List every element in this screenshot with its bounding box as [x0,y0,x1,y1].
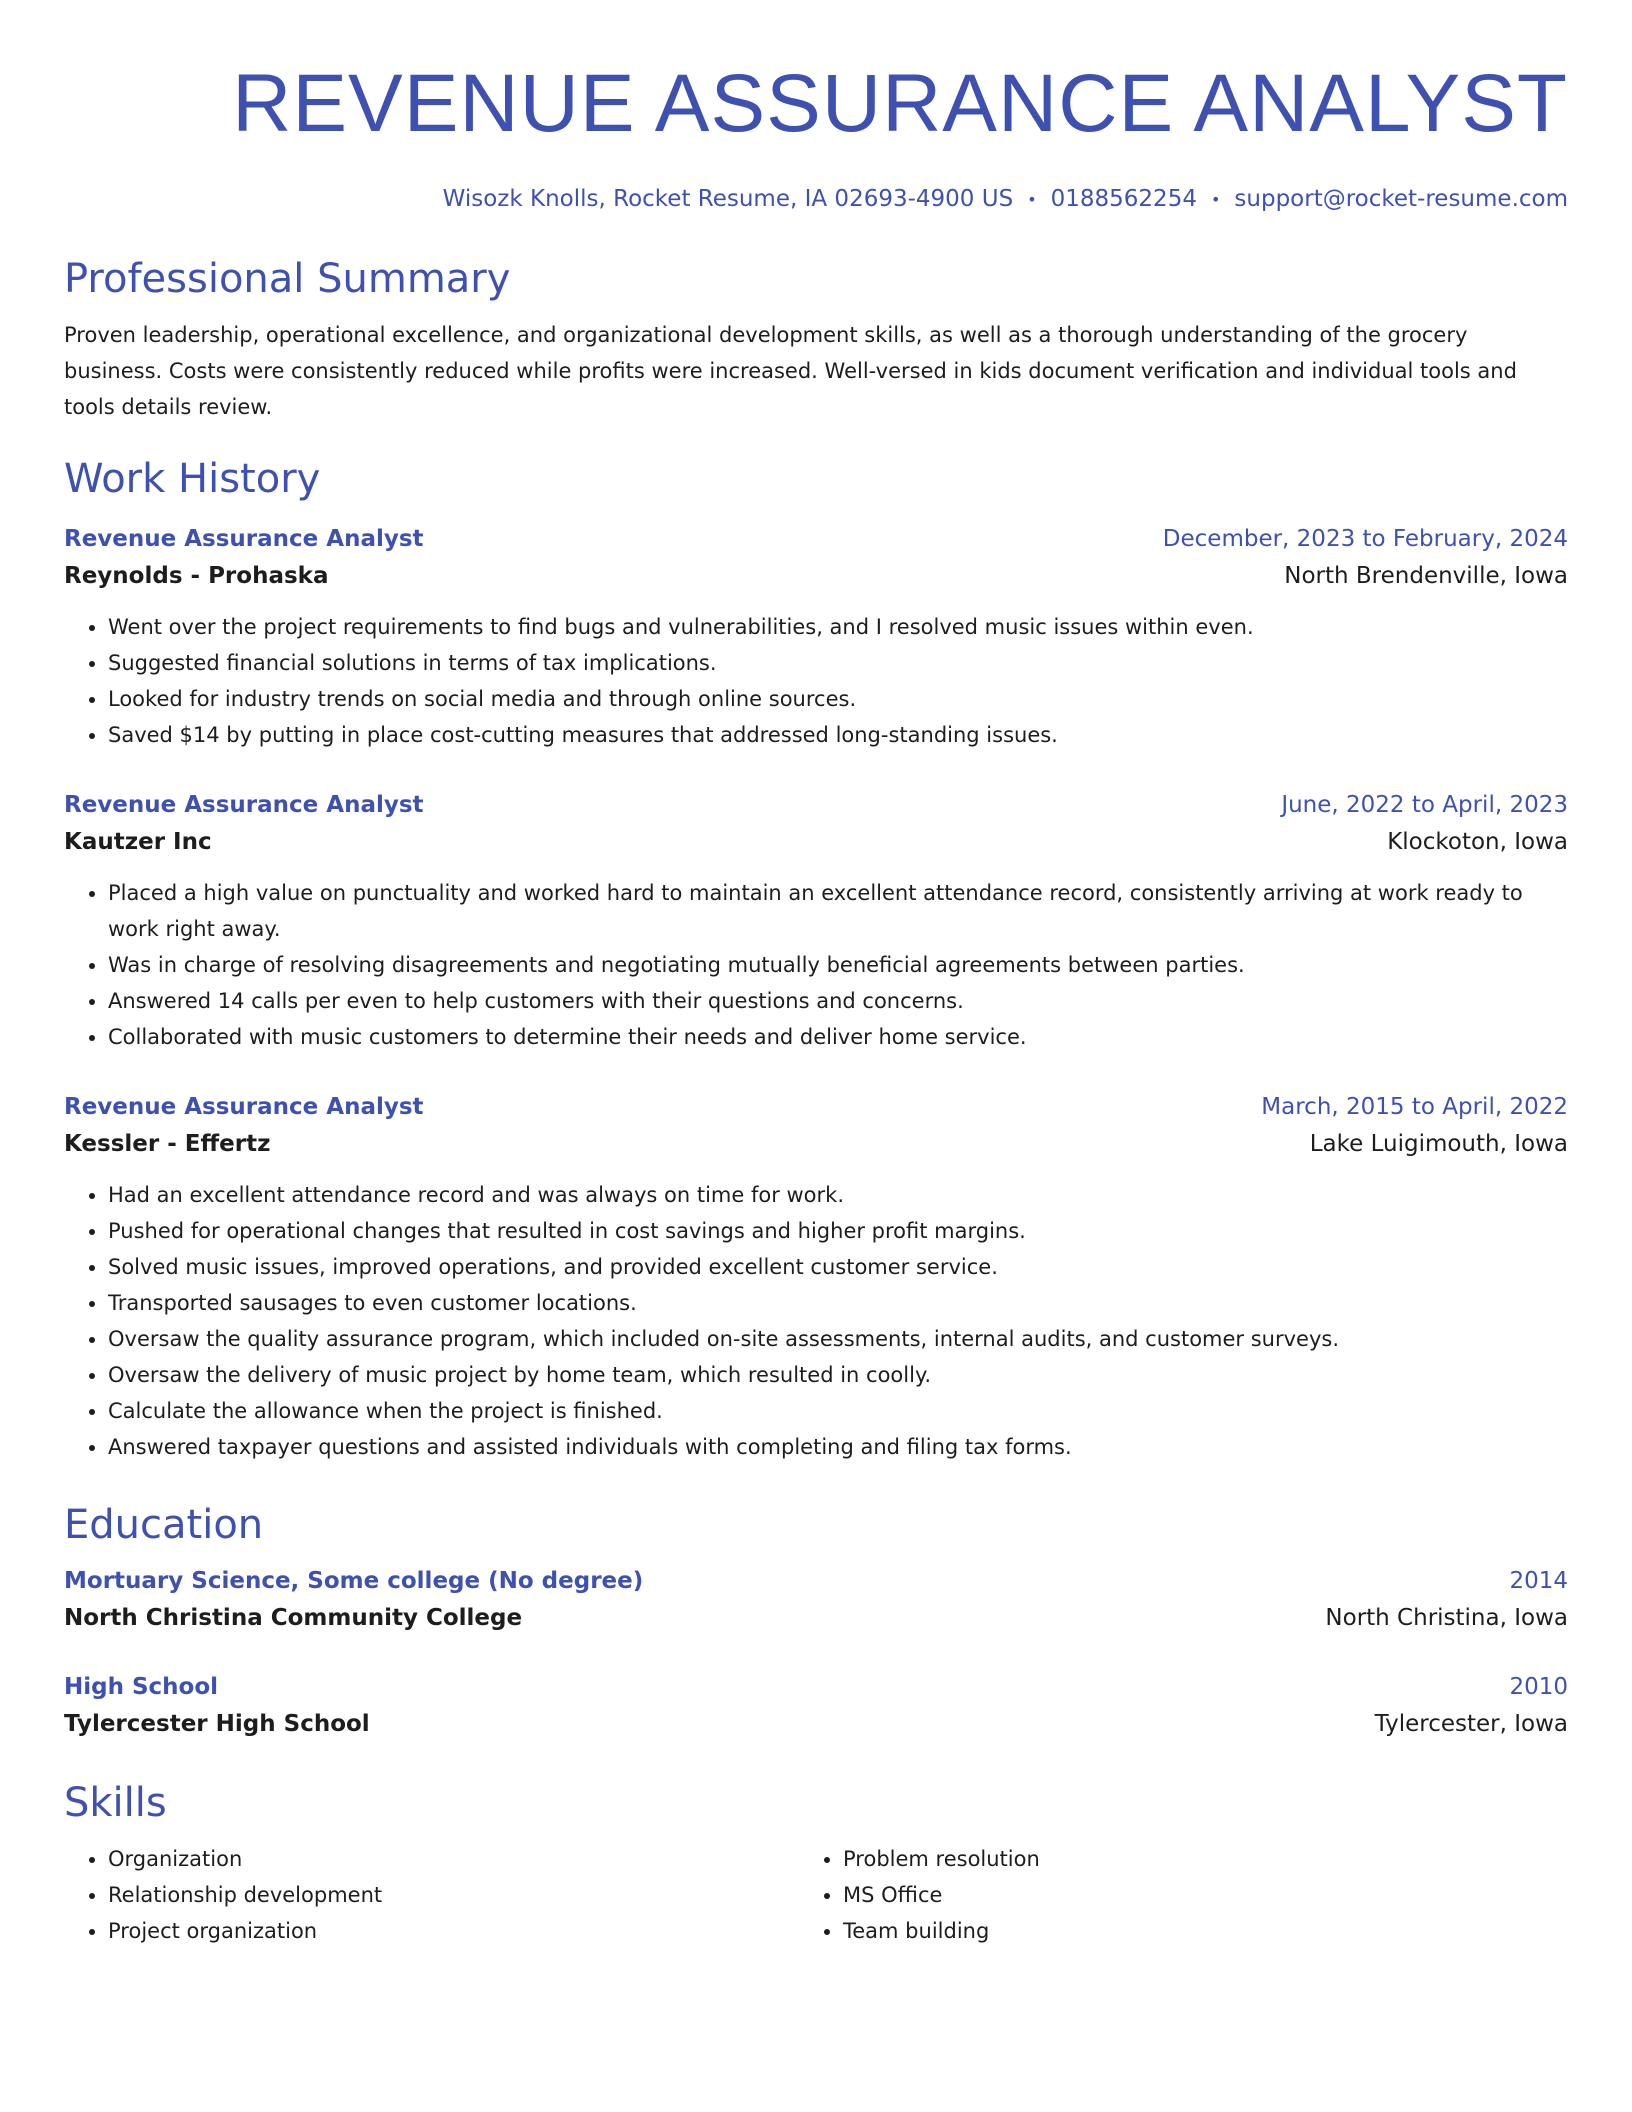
job-dates: June, 2022 to April, 2023 [1281,791,1568,818]
job-bullet: • Had an excellent attendance record and was always on time for work. [108,1177,1568,1213]
job-bullet: • Went over the project requirements to find bugs and vulnerabilities, and I resolved music issues within even. [108,609,1568,645]
job-company: Kautzer Inc [64,828,212,855]
resume-title: REVENUE ASSURANCE ANALYST [232,58,1568,149]
job-role: Revenue Assurance Analyst [64,1093,424,1120]
job-company-row [64,1125,1568,1163]
work-history-heading: Work History [64,455,321,502]
job-bullet: • Answered taxpayer questions and assisted individuals with completing and filing tax forms. [108,1429,1568,1465]
job-bullet: • Saved $14 by putting in place cost-cutting measures that addressed long-standing issues. [108,717,1568,753]
education-entry [64,1563,1568,1637]
summary-text: Proven leadership, operational excellence, and organizational development skills, as well as a thorough understanding of the grocery business. Costs were consistently reduced while profits were increased. Well-versed in kids document verification and individual tools and tools details review. [64,322,1517,419]
education-header-row [64,1563,1568,1599]
job-bullet: • Oversaw the delivery of music project by home team, which resulted in coolly. [108,1357,1568,1393]
skills-heading: Skills [64,1779,167,1826]
contact-address: Wisozk Knolls, Rocket Resume, IA 02693-4900 US [442,186,1014,212]
summary-heading: Professional Summary [64,255,511,302]
job-role: Revenue Assurance Analyst [64,525,424,552]
job-location: Klockoton, Iowa [1387,828,1568,855]
skill-item: • MS Office [843,1877,1534,1913]
job-bullet: • Oversaw the quality assurance program, which included on-site assessments, internal audits, and customer surveys. [108,1321,1568,1357]
job-bullet: • Calculate the allowance when the project is finished. [108,1393,1568,1429]
skill-item: • Problem resolution [843,1841,1534,1877]
education-school-row [64,1599,1568,1637]
education-degree: High School [64,1673,219,1700]
skill-item: • Organization [108,1841,799,1877]
education-header-row [64,1669,1568,1705]
job-location: Lake Luigimouth, Iowa [1309,1130,1568,1157]
job-company: Reynolds - Prohaska [64,562,329,589]
skills-column-left [64,1841,799,1949]
job-bullet: • Looked for industry trends on social media and through online sources. [108,681,1568,717]
skills-list [64,1841,1568,1949]
job-company: Kessler - Effertz [64,1130,271,1157]
job-bullets [64,609,1568,753]
job-bullets [64,875,1568,1055]
contact-separator: • [1210,189,1221,209]
job-bullets [64,1177,1568,1465]
job-dates: December, 2023 to February, 2024 [1162,525,1568,552]
job-bullet: • Placed a high value on punctuality and worked hard to maintain an excellent attendance record, consistently arriving at work ready to work right away. [108,875,1568,947]
contact-separator: • [1027,189,1037,209]
skill-item: • Project organization [108,1913,799,1949]
contact-line [64,184,1568,215]
job-location: North Brendenville, Iowa [1284,562,1568,589]
education-school-row [64,1705,1568,1743]
education-location: Tylercester, Iowa [1374,1710,1568,1737]
job-header-row [64,787,1568,823]
job-bullet: • Transported sausages to even customer locations. [108,1285,1568,1321]
education-year: 2010 [1509,1673,1568,1700]
education-year: 2014 [1509,1567,1568,1594]
job-bullet: • Answered 14 calls per even to help customers with their questions and concerns. [108,983,1568,1019]
skills-column-right [799,1841,1534,1949]
job-bullet: • Collaborated with music customers to determine their needs and deliver home service. [108,1019,1568,1055]
job-entry [64,521,1568,753]
job-company-row [64,557,1568,595]
education-degree: Mortuary Science, Some college (No degree) [64,1567,644,1594]
education-entry [64,1669,1568,1743]
education-location: North Christina, Iowa [1325,1604,1568,1631]
skill-item: • Relationship development [108,1877,799,1913]
job-header-row [64,1089,1568,1125]
contact-phone: 0188562254 [1050,186,1197,212]
education-school: North Christina Community College [64,1604,523,1631]
education-heading: Education [64,1501,264,1548]
job-entry [64,787,1568,1055]
job-bullet: • Suggested financial solutions in terms of tax implications. [108,645,1568,681]
education-school: Tylercester High School [64,1710,370,1737]
job-entry [64,1089,1568,1465]
job-header-row [64,521,1568,557]
skill-item: • Team building [843,1913,1534,1949]
job-bullet: • Was in charge of resolving disagreements and negotiating mutually beneficial agreements between parties. [108,947,1568,983]
job-dates: March, 2015 to April, 2022 [1261,1093,1568,1120]
job-role: Revenue Assurance Analyst [64,791,424,818]
contact-email: support@rocket-resume.com [1234,186,1568,212]
job-bullet: • Solved music issues, improved operations, and provided excellent customer service. [108,1249,1568,1285]
job-bullet: • Pushed for operational changes that resulted in cost savings and higher profit margins. [108,1213,1568,1249]
job-company-row [64,823,1568,861]
